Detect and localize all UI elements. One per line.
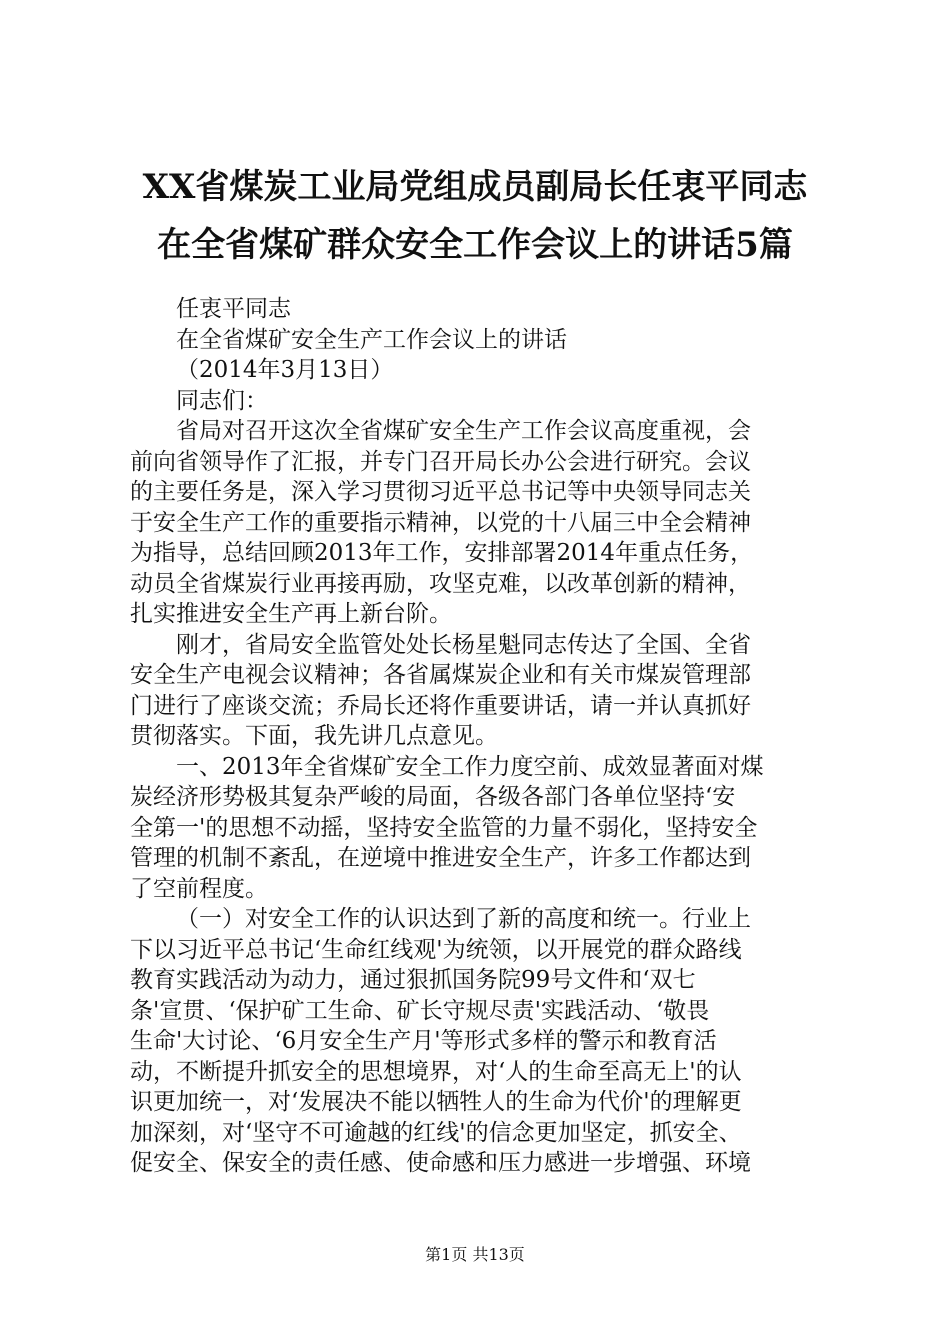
paragraph-line: 炭经济形势极其复杂严峻的局面，各级各部门各单位坚持‘安 [130, 784, 736, 810]
title-line-1: XX省煤炭工业局党组成员副局长任衷平同志 [142, 167, 808, 207]
paragraph-line: 动，不断提升抓安全的思想境界，对‘人的生命至高无上'的认 [130, 1058, 742, 1085]
document-title [100, 158, 850, 274]
paragraph-line: 动员全省煤炭行业再接再励，攻坚克难，以改革创新的精神， [130, 570, 751, 597]
paragraph-line: 省局对召开这次全省煤矿安全生产工作会议高度重视，会 [176, 418, 751, 444]
document-body [130, 294, 830, 1179]
paragraph-line: 于安全生产工作的重要指示精神，以党的十八届三中全会精神 [130, 509, 751, 536]
paragraph-line: （一）对安全工作的认识达到了新的高度和统一。行业上 [176, 906, 751, 932]
paragraph-line: 加深刻，对‘坚守不可逾越的红线'的信念更加坚定，抓安全、 [130, 1119, 742, 1146]
paragraph-line: 刚才，省局安全监管处处长杨星魁同志传达了全国、全省 [176, 631, 751, 658]
speech-subtitle: 在全省煤矿安全生产工作会议上的讲话 [176, 326, 567, 353]
paragraph-line: 门进行了座谈交流；乔局长还将作重要讲话，请一并认真抓好 [130, 692, 751, 719]
paragraph-line: 识更加统一，对‘发展决不能以牺牲人的生命为代价'的理解更 [130, 1089, 742, 1115]
paragraph-line: 贯彻落实。下面，我先讲几点意见。 [130, 723, 498, 749]
paragraph-line: 扎实推进安全生产再上新台阶。 [130, 601, 452, 627]
paragraph-line: 安全生产电视会议精神；各省属煤炭企业和有关市煤炭管理部 [130, 662, 751, 688]
paragraph-3 [130, 752, 830, 905]
speech-date: （2014年3月13日） [176, 357, 394, 383]
paragraph-line: 的主要任务是，深入学习贯彻习近平总书记等中央领导同志关 [130, 479, 751, 505]
paragraph-line: 条'宣贯、‘保护矿工生命、矿长守规尽责'实践活动、‘敬畏 [130, 997, 710, 1024]
paragraph-line: 生命'大讨论、‘6月安全生产月'等形式多样的警示和教育活 [130, 1028, 717, 1054]
page-footer: 第1页 共13页 [425, 1245, 525, 1264]
paragraph-line: 了空前程度。 [130, 875, 268, 902]
paragraph-4 [130, 904, 830, 1179]
speaker-line: 任衷平同志 [176, 296, 291, 322]
paragraph-line: 前向省领导作了汇报，并专门召开局长办公会进行研究。会议 [130, 448, 751, 475]
paragraph-line: 促安全、保安全的责任感、使命感和压力感进一步增强、环境 [130, 1150, 751, 1176]
salutation: 同志们： [176, 387, 268, 414]
paragraph-line: 管理的机制不紊乱，在逆境中推进安全生产，许多工作都达到 [130, 845, 751, 871]
paragraph-line: 下以习近平总书记‘生命红线观'为统领，以开展党的群众路线 [130, 936, 742, 963]
paragraph-line: 为指导，总结回顾2013年工作，安排部署2014年重点任务， [130, 540, 754, 566]
paragraph-2 [130, 630, 830, 752]
paragraph-line: 全第一'的思想不动摇，坚持安全监管的力量不弱化，坚持安全 [130, 814, 758, 841]
paragraph-line: 教育实践活动为动力，通过狠抓国务院99号文件和‘双七 [130, 967, 696, 993]
paragraph-line: 一、2013年全省煤矿安全工作力度空前、成效显著面对煤 [176, 753, 764, 780]
title-line-2: 在全省煤矿群众安全工作会议上的讲话5篇 [157, 225, 793, 265]
paragraph-1 [130, 416, 830, 630]
